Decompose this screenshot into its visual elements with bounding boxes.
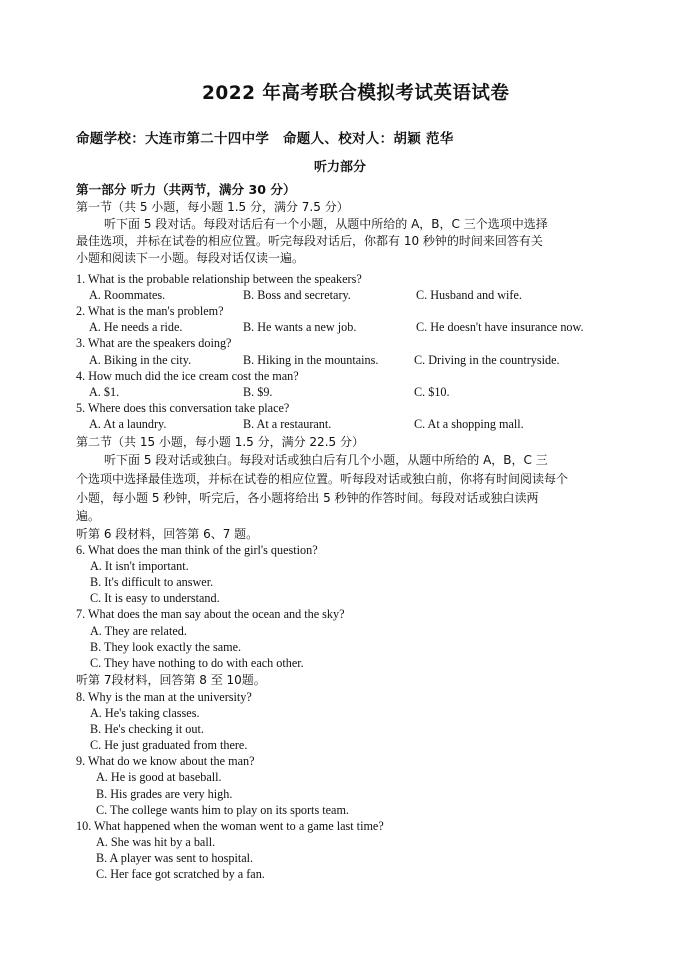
option-3a: A. Biking in the city. bbox=[89, 353, 192, 367]
question-7: 7. What does the man say about the ocean and the sky? bbox=[76, 607, 345, 621]
part1-heading: 第一部分 听力（共两节，满分 30 分） bbox=[76, 182, 296, 197]
section2-instr-line: 听下面 5 段对话或独白。每段对话或独白后有几个小题，从题中所给的 A，B，C 三 bbox=[104, 453, 548, 467]
question-6: 6. What does the man think of the girl's question? bbox=[76, 543, 318, 557]
option-3c: C. Driving in the countryside. bbox=[414, 353, 560, 367]
school-line: 命题学校：大连市第二十四中学 命题人、校对人：胡颖 范华 bbox=[76, 131, 454, 147]
section1-instr-line: 听下面 5 段对话。每段对话后有一个小题，从题中所给的 A，B，C 三个选项中选择 bbox=[104, 217, 548, 231]
question-5: 5. Where does this conversation take place? bbox=[76, 401, 290, 415]
option-6c: C. It is easy to understand. bbox=[90, 591, 220, 605]
section1-instr-line: 最佳选项，并标在试卷的相应位置。听完每段对话后，你都有 10 秒钟的时间来回答有关 bbox=[76, 234, 543, 248]
option-9b: B. His grades are very high. bbox=[96, 787, 233, 801]
material6-heading: 听第 6 段材料，回答第 6、7 题。 bbox=[76, 527, 259, 541]
option-4a: A. $1. bbox=[89, 385, 120, 399]
option-1b: B. Boss and secretary. bbox=[243, 288, 351, 302]
option-8c: C. He just graduated from there. bbox=[90, 738, 248, 752]
question-4: 4. How much did the ice cream cost the man? bbox=[76, 369, 299, 383]
option-7b: B. They look exactly the same. bbox=[90, 640, 242, 654]
listening-section-title: 听力部分 bbox=[314, 160, 367, 175]
option-2a: A. He needs a ride. bbox=[89, 320, 183, 334]
option-10c: C. Her face got scratched by a fan. bbox=[96, 867, 265, 881]
option-5a: A. At a laundry. bbox=[89, 417, 167, 431]
question-10: 10. What happened when the woman went to a game last time? bbox=[76, 819, 384, 833]
question-8: 8. Why is the man at the university? bbox=[76, 690, 252, 704]
option-9c: C. The college wants him to play on its sports team. bbox=[96, 803, 349, 817]
option-3b: B. Hiking in the mountains. bbox=[243, 353, 379, 367]
option-4c: C. $10. bbox=[414, 385, 450, 399]
section1-heading: 第一节（共 5 小题，每小题 1.5 分，满分 7.5 分） bbox=[76, 200, 349, 214]
question-1: 1. What is the probable relationship between the speakers? bbox=[76, 272, 362, 286]
option-7a: A. They are related. bbox=[90, 624, 187, 638]
material7-heading: 听第 7段材料，回答第 8 至 10题。 bbox=[76, 673, 266, 687]
section2-heading: 第二节（共 15 小题，每小题 1.5 分，满分 22.5 分） bbox=[76, 435, 364, 449]
question-9: 9. What do we know about the man? bbox=[76, 754, 255, 768]
option-10b: B. A player was sent to hospital. bbox=[96, 851, 254, 865]
option-2c: C. He doesn't have insurance now. bbox=[416, 320, 584, 334]
section1-instr-line: 小题和阅读下一小题。每段对话仅读一遍。 bbox=[76, 251, 305, 265]
option-5b: B. At a restaurant. bbox=[243, 417, 332, 431]
section2-instr-line: 小题，每小题 5 秒钟，听完后，各小题将给出 5 秒钟的作答时间。每段对话或独白读两 bbox=[76, 491, 539, 505]
option-6b: B. It's difficult to answer. bbox=[90, 575, 214, 589]
section2-instr-line: 遍。 bbox=[76, 509, 101, 523]
option-4b: B. $9. bbox=[243, 385, 273, 399]
option-2b: B. He wants a new job. bbox=[243, 320, 357, 334]
option-9a: A. He is good at baseball. bbox=[96, 770, 222, 784]
exam-title: 2022 年高考联合模拟考试英语试卷 bbox=[202, 83, 510, 104]
option-7c: C. They have nothing to do with each other. bbox=[90, 656, 304, 670]
option-1c: C. Husband and wife. bbox=[416, 288, 522, 302]
option-8b: B. He's checking it out. bbox=[90, 722, 204, 736]
question-2: 2. What is the man's problem? bbox=[76, 304, 224, 318]
option-5c: C. At a shopping mall. bbox=[414, 417, 524, 431]
option-1a: A. Roommates. bbox=[89, 288, 166, 302]
option-10a: A. She was hit by a ball. bbox=[96, 835, 216, 849]
option-8a: A. He's taking classes. bbox=[90, 706, 200, 720]
question-3: 3. What are the speakers doing? bbox=[76, 336, 232, 350]
section2-instr-line: 个选项中选择最佳选项，并标在试卷的相应位置。听每段对话或独白前，你将有时间阅读每个 bbox=[76, 472, 569, 486]
option-6a: A. It isn't important. bbox=[90, 559, 189, 573]
